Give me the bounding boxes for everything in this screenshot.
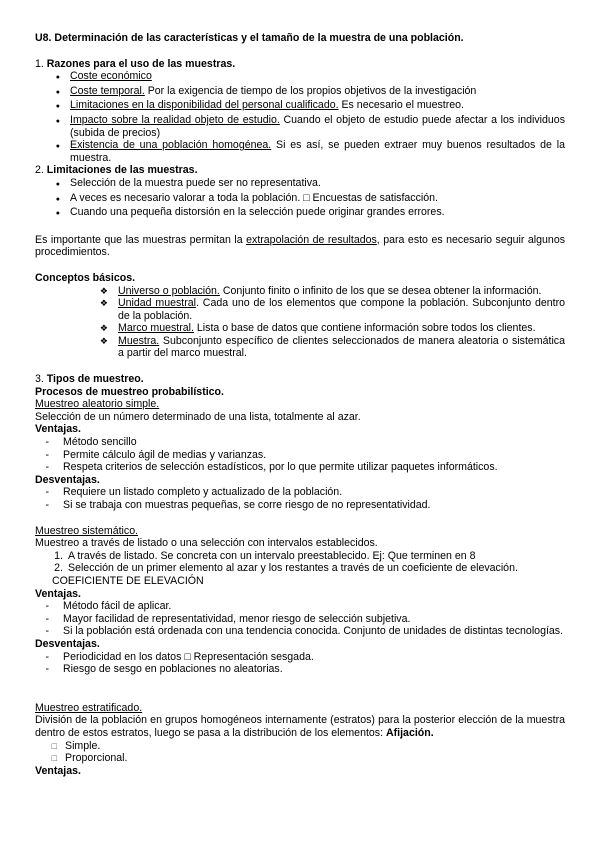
list-item: - Método fácil de aplicar.: [45, 600, 172, 613]
list-item: ● Selección de la muestra puede ser no representativa.: [35, 177, 565, 192]
ventajas-label: Ventajas.: [35, 423, 81, 436]
bullet-icon: [35, 177, 70, 192]
ventajas-label: Ventajas.: [35, 764, 81, 777]
bullet-icon: [35, 192, 70, 207]
section-heading: 1. Razones para el uso de las muestras.: [35, 57, 236, 70]
list-item: ❖ Muestra. Subconjunto específico de clientes seleccionados de manera aleatoria o sistemática a partir del marco muestral.: [35, 335, 565, 360]
list-item: - Método sencillo: [45, 436, 137, 449]
checkbox-icon: □: [51, 753, 57, 764]
section-razones: [35, 58, 565, 165]
list-item: ● A veces es necesario valorar a toda la población. □ Encuestas de satisfacción.: [35, 192, 565, 207]
coeficiente-label: COEFICIENTE DE ELEVACIÓN: [52, 574, 204, 587]
subsection-heading: Muestreo sistemático.: [35, 524, 139, 537]
section-limitaciones: [35, 164, 565, 220]
list-item: ❖ Universo o población. Conjunto finito o infinito de los que se desea obtener la información.: [35, 285, 565, 298]
bullet-icon: [35, 70, 70, 85]
list-item: ● Limitaciones en la disponibilidad del personal cualificado. Es necesario el muestreo.: [35, 99, 565, 114]
list-item: - Mayor facilidad de representatividad, menor riesgo de selección subjetiva.: [45, 612, 411, 625]
bullet-icon: [35, 139, 70, 164]
section-conceptos: [35, 272, 565, 360]
bullet-icon: [35, 99, 70, 114]
section-muestreo-estratificado: [35, 702, 565, 778]
list-item: - Periodicidad en los datos □ Representación sesgada.: [45, 650, 314, 663]
list-item: 1. A través de listado. Se concreta con un intervalo preestablecido. Ej: Que terminen en 8: [54, 549, 476, 562]
diamond-bullet-icon: [35, 297, 118, 322]
ventajas-label: Ventajas.: [35, 587, 81, 600]
list-item: □ Proporcional.: [35, 752, 565, 765]
subsection-heading: Procesos de muestreo probabilístico.: [35, 385, 224, 398]
section-heading: 2. Limitaciones de las muestras.: [35, 164, 198, 177]
document-page: [35, 32, 565, 777]
list-item: ● Impacto sobre la realidad objeto de estudio. Cuando el objeto de estudio puede afectar a los individuos (subida de precios): [35, 114, 565, 139]
bullet-icon: [35, 85, 70, 100]
section-heading: Conceptos básicos.: [35, 271, 136, 284]
list-item: ● Coste económico: [35, 70, 565, 85]
desventajas-label: Desventajas.: [35, 473, 100, 486]
description: Muestreo a través de listado o una selección con intervalos establecidos.: [35, 537, 378, 550]
section-muestreo-sistematico: [35, 525, 565, 676]
section-tipos: [35, 373, 565, 398]
list-item: - Permite cálculo ágil de medias y varianzas.: [45, 448, 267, 461]
section-muestreo-simple: [35, 398, 565, 511]
list-item: □ Simple.: [35, 740, 565, 753]
list-item: ❖ Marco muestral. Lista o base de datos que contiene información sobre todos los clientes.: [35, 322, 565, 335]
bullet-icon: [35, 114, 70, 139]
list-item: ● Existencia de una población homogénea. Si es así, se pueden extraer muy buenos resultados de la muestra.: [35, 139, 565, 164]
section-heading: 3. Tipos de muestreo.: [35, 373, 144, 386]
description: Selección de un número determinado de una lista, totalmente al azar.: [35, 410, 361, 423]
list-item: ● Coste temporal. Por la exigencia de tiempo de los propios objetivos de la investigación: [35, 85, 565, 100]
checkbox-icon: □: [51, 740, 57, 751]
subsection-heading: Muestreo aleatorio simple.: [35, 398, 160, 411]
bullet-icon: [35, 206, 70, 221]
list-item: - Si la población está ordenada con una tendencia conocida. Conjunto de unidades de distintas tecnologías.: [45, 625, 564, 638]
diamond-bullet-icon: [35, 335, 118, 360]
list-item: ❖ Unidad muestral. Cada uno de los elementos que compone la población. Subconjunto dentro de la población.: [35, 297, 565, 322]
list-item: 2. Selección de un primer elemento al azar y los restantes a través de un coeficiente de elevación.: [54, 562, 518, 575]
desventajas-label: Desventajas.: [35, 637, 100, 650]
list-item: ● Cuando una pequeña distorsión en la selección puede originar grandes errores.: [35, 206, 565, 221]
description: División de la población en grupos homogéneos internamente (estratos) para la posterior elección de la muestra dentro de estos estratos, luego se pasa a la distribución de los elementos: Afijación.: [35, 714, 565, 739]
diamond-bullet-icon: [35, 322, 118, 335]
list-item: - Si se trabaja con muestras pequeñas, se corre riesgo de no representatividad.: [45, 499, 431, 511]
paragraph-extrapolacion: Es importante que las muestras permitan la extrapolación de resultados, para esto es necesario seguir algunos procedimientos.: [35, 233, 566, 259]
diamond-bullet-icon: [35, 285, 118, 298]
subsection-heading: Muestreo estratificado.: [35, 701, 143, 714]
list-item: - Respeta criterios de selección estadísticos, por lo que permite utilizar paquetes informáticos.: [45, 461, 498, 474]
list-item: - Riesgo de sesgo en poblaciones no aleatorias.: [45, 663, 283, 676]
document-title: U8. Determinación de las características y el tamaño de la muestra de una población.: [35, 32, 464, 44]
list-item: - Requiere un listado completo y actualizado de la población.: [45, 486, 343, 499]
